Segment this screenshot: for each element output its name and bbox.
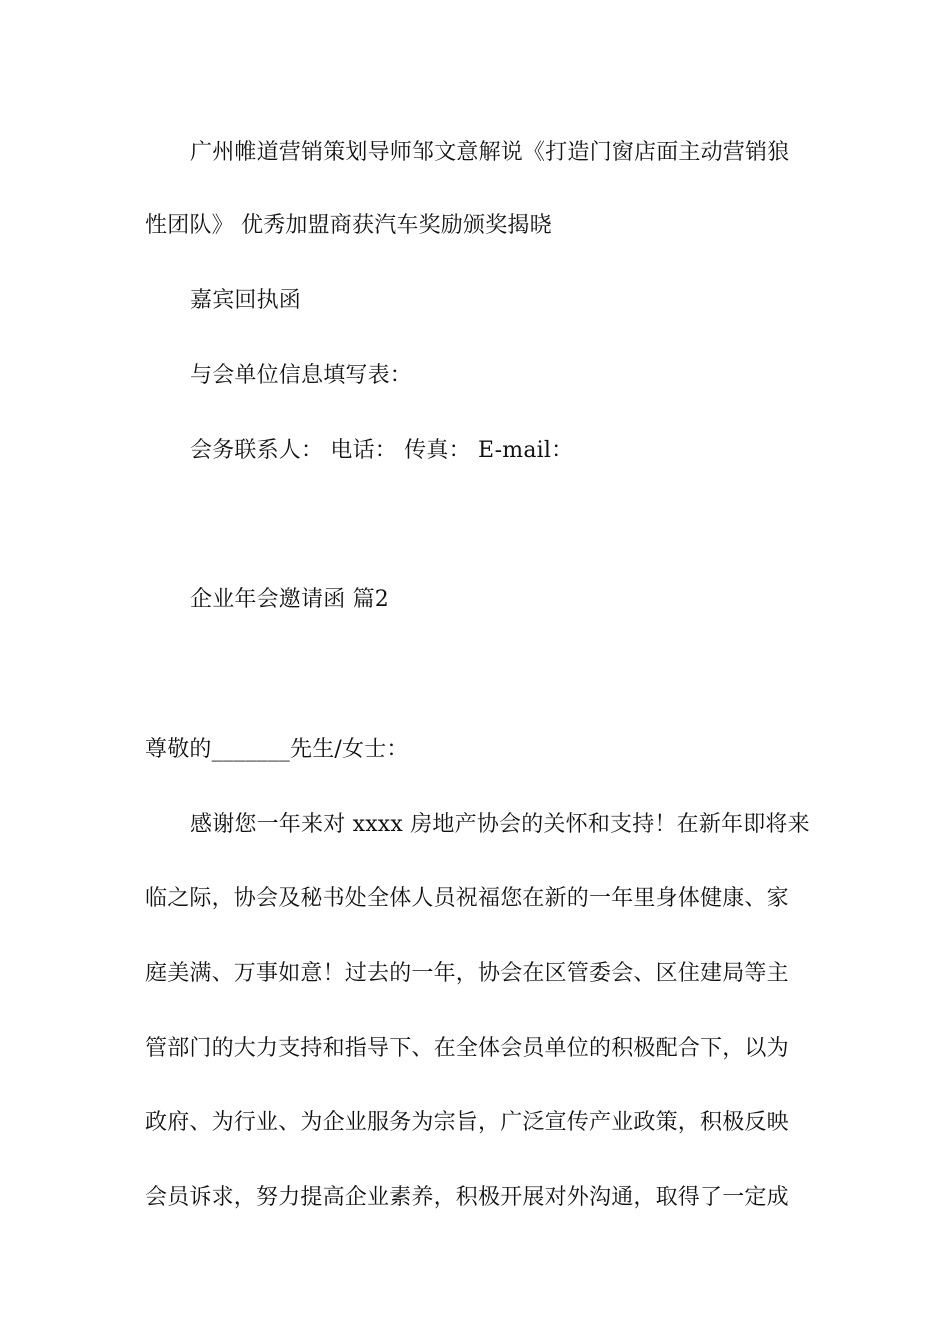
- salutation: 尊敬的_______先生/女士：: [145, 737, 409, 762]
- body-text-line: 性团队》 优秀加盟商获汽车奖励颁奖揭晓: [145, 213, 552, 238]
- body-text-line: 管部门的大力支持和指导下、在全体会员单位的积极配合下，以为: [145, 1036, 789, 1061]
- section-heading: 企业年会邀请函 篇2: [190, 587, 389, 612]
- body-text-line: 感谢您一年来对 xxxx 房地产协会的关怀和支持！在新年即将来: [190, 812, 810, 837]
- body-text-line: 广州帷道营销策划导师邹文意解说《打造门窗店面主动营销狼: [190, 140, 790, 165]
- section-heading: 嘉宾回执函: [190, 288, 302, 313]
- body-text-line: 与会单位信息填写表：: [190, 363, 413, 388]
- body-text-line: 会员诉求，努力提高企业素养，积极开展对外沟通，取得了一定成: [145, 1185, 789, 1210]
- body-text-line: 庭美满、万事如意！过去的一年，协会在区管委会、区住建局等主: [145, 961, 789, 986]
- form-fields-line: 会务联系人： 电话： 传真： E-mail：: [190, 438, 574, 463]
- body-text-line: 临之际，协会及秘书处全体人员祝福您在新的一年里身体健康、家: [145, 886, 789, 911]
- body-text-line: 政府、为行业、为企业服务为宗旨，广泛宣传产业政策，积极反映: [145, 1110, 789, 1135]
